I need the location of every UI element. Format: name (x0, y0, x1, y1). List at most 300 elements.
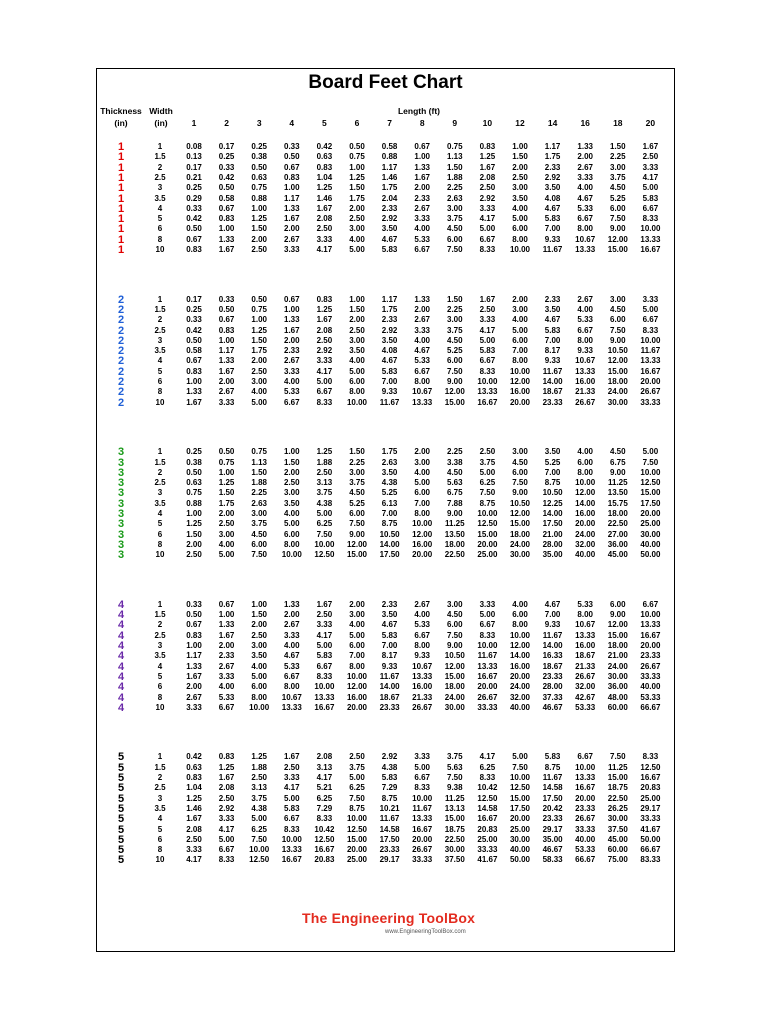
board-feet-cell: 0.63 (251, 172, 267, 182)
board-feet-cell: 7.50 (512, 762, 528, 772)
board-feet-cell: 3.50 (544, 447, 561, 457)
board-feet-cell: 33.33 (412, 855, 433, 865)
board-feet-cell: 13.33 (477, 387, 498, 397)
board-feet-cell: 0.50 (186, 610, 202, 620)
board-feet-cell: 9.33 (544, 234, 561, 244)
board-feet-cell: 26.67 (640, 387, 661, 397)
width-cell: 4 (157, 356, 163, 366)
board-feet-cell: 0.63 (316, 152, 333, 162)
board-feet-cell: 0.33 (284, 142, 300, 151)
board-feet-cell: 3.50 (284, 498, 300, 508)
board-feet-cell: 0.25 (186, 304, 202, 314)
board-feet-cell: 3.33 (316, 620, 333, 630)
board-feet-cell: 6.67 (414, 773, 430, 782)
board-feet-cell: 10.42 (314, 824, 335, 834)
board-feet-cell: 1.46 (316, 193, 333, 203)
length-col-header: 1 (191, 118, 197, 128)
board-feet-cell: 2.00 (349, 203, 365, 213)
board-feet-cell: 1.04 (186, 783, 202, 793)
board-feet-cell: 10.67 (575, 234, 596, 244)
board-feet-cell: 5.00 (512, 752, 528, 762)
board-feet-cell: 2.08 (316, 214, 333, 224)
width-cell: 1.5 (154, 152, 166, 162)
board-feet-cell: 5.83 (544, 325, 561, 335)
board-feet-cell: 5.33 (218, 692, 235, 702)
board-feet-cell: 1.67 (284, 325, 300, 335)
thickness-cell: 2 (117, 396, 125, 409)
board-feet-cell: 7.50 (642, 457, 659, 467)
board-feet-cell: 16.67 (281, 855, 302, 865)
width-cell: 8 (157, 234, 163, 244)
board-feet-cell: 40.00 (509, 845, 531, 855)
board-feet-cell: 6.00 (512, 610, 528, 620)
board-feet-cell: 1.67 (316, 315, 333, 325)
board-feet-cell: 13.33 (575, 773, 596, 782)
board-feet-cell: 3.75 (479, 457, 496, 467)
length-col-header: 7 (387, 118, 392, 128)
board-feet-cell: 2.00 (414, 183, 430, 193)
board-feet-cell: 0.50 (251, 294, 267, 304)
board-feet-cell: 11.25 (608, 762, 628, 772)
width-cell: 8 (157, 845, 163, 855)
board-feet-cell: 2.08 (479, 172, 496, 182)
thickness-cell: 1 (117, 161, 125, 174)
board-feet-cell: 1.67 (642, 142, 659, 151)
board-feet-cell: 3.75 (251, 519, 267, 529)
length-col-header: 9 (452, 118, 458, 128)
board-feet-cell: 45.00 (607, 834, 628, 844)
board-feet-cell: 15.00 (509, 793, 531, 803)
board-feet-cell: 8.33 (642, 214, 659, 224)
board-feet-cell: 25.00 (346, 855, 368, 865)
board-feet-cell: 9.38 (447, 783, 463, 793)
board-feet-cell: 6.67 (642, 315, 659, 325)
board-feet-cell: 7.88 (447, 498, 463, 508)
board-feet-cell: 0.58 (381, 142, 398, 151)
board-feet-cell: 7.00 (349, 651, 365, 661)
length-col-header: 10 (482, 118, 493, 128)
board-feet-cell: 12.00 (444, 661, 465, 671)
board-feet-cell: 23.33 (379, 845, 400, 855)
board-feet-cell: 1.33 (186, 661, 202, 671)
board-feet-cell: 15.75 (607, 498, 628, 508)
board-feet-cell: 1.33 (186, 387, 202, 397)
board-feet-cell: 6.25 (479, 478, 496, 488)
board-feet-cell: 5.00 (316, 377, 333, 386)
board-feet-cell: 2.08 (316, 752, 333, 762)
board-feet-cell: 8.33 (479, 245, 496, 254)
board-feet-cell: 5.83 (642, 193, 659, 203)
thickness-cell: 2 (117, 355, 125, 368)
board-feet-cell: 5.83 (381, 630, 398, 640)
thickness-cell: 5 (117, 802, 125, 815)
board-feet-cell: 4.00 (414, 610, 430, 620)
board-feet-cell: 37.50 (607, 824, 628, 834)
board-feet-cell: 5.83 (544, 214, 561, 224)
board-feet-cell: 1.00 (218, 224, 235, 234)
board-feet-cell: 4.00 (512, 315, 528, 325)
board-feet-cell: 7.50 (251, 834, 267, 844)
board-feet-cell: 4.67 (414, 346, 430, 356)
board-feet-cell: 1.00 (186, 641, 202, 650)
board-feet-cell: 8.33 (284, 824, 300, 834)
board-feet-cell: 13.33 (640, 356, 661, 366)
board-feet-cell: 1.67 (186, 397, 202, 407)
board-feet-cell: 0.50 (186, 224, 202, 234)
board-feet-cell: 18.00 (607, 509, 628, 518)
width-cell: 10 (155, 550, 165, 560)
board-feet-cell: 2.00 (251, 234, 267, 244)
board-feet-cell: 2.00 (186, 539, 202, 549)
board-feet-cell: 8.75 (381, 519, 398, 529)
board-feet-cell: 1.67 (218, 366, 235, 376)
board-feet-cell: 15.00 (346, 550, 368, 560)
board-feet-cell: 0.50 (349, 142, 365, 151)
thickness-cell: 4 (117, 681, 125, 694)
board-feet-cell: 6.25 (349, 783, 365, 793)
board-feet-cell: 16.67 (640, 630, 661, 640)
board-feet-cell: 3.00 (447, 203, 463, 213)
board-feet-cell: 1.67 (479, 294, 496, 304)
board-feet-cell: 2.50 (642, 152, 659, 162)
board-feet-cell: 20.00 (412, 834, 433, 844)
board-feet-cell: 32.00 (575, 539, 596, 549)
board-feet-cell: 20.00 (575, 793, 596, 803)
board-feet-cell: 8.33 (479, 366, 496, 376)
board-feet-cell: 33.33 (477, 702, 498, 712)
board-feet-cell: 23.33 (640, 651, 661, 661)
board-feet-cell: 5.00 (284, 793, 300, 803)
board-feet-cell: 6.67 (218, 702, 235, 712)
board-feet-cell: 6.00 (349, 509, 365, 518)
board-feet-cell: 2.50 (186, 550, 202, 560)
board-feet-cell: 9.33 (544, 620, 561, 630)
board-feet-cell: 1.00 (251, 315, 267, 325)
board-feet-cell: 8.00 (414, 509, 430, 518)
board-feet-cell: 5.33 (284, 387, 300, 397)
board-feet-cell: 20.00 (509, 814, 531, 824)
board-feet-cell: 11.25 (445, 519, 465, 529)
board-feet-cell: 2.50 (479, 304, 496, 314)
board-feet-cell: 0.75 (251, 304, 267, 314)
board-feet-cell: 1.67 (316, 203, 333, 213)
board-feet-cell: 15.00 (607, 773, 628, 782)
board-feet-cell: 4.67 (381, 620, 398, 630)
board-feet-cell: 3.33 (186, 845, 202, 855)
thickness-cell: 3 (117, 446, 125, 459)
board-feet-cell: 2.00 (284, 467, 300, 477)
board-feet-cell: 4.00 (414, 467, 430, 477)
board-feet-cell: 5.83 (316, 651, 333, 661)
board-feet-cell: 1.33 (577, 142, 593, 151)
board-feet-cell: 9.00 (512, 488, 528, 498)
board-feet-cell: 15.00 (509, 519, 531, 529)
board-feet-cell: 0.67 (218, 315, 235, 325)
board-feet-cell: 0.67 (414, 142, 430, 151)
board-feet-cell: 3.00 (349, 335, 365, 345)
board-feet-cell: 0.75 (251, 447, 267, 457)
board-feet-cell: 6.00 (577, 457, 593, 467)
thickness-cell: 5 (117, 823, 125, 836)
board-feet-cell: 46.67 (542, 845, 563, 855)
board-feet-cell: 1.75 (544, 152, 561, 162)
board-feet-cell: 5.00 (642, 447, 659, 457)
thickness-cell: 3 (117, 477, 125, 490)
board-feet-cell: 2.50 (316, 610, 333, 620)
board-feet-cell: 6.67 (218, 845, 235, 855)
board-feet-cell: 2.50 (479, 447, 496, 457)
board-feet-cell: 3.00 (251, 377, 267, 386)
board-feet-cell: 2.33 (414, 193, 430, 203)
board-feet-cell: 24.00 (607, 387, 628, 397)
board-feet-cell: 5.63 (447, 478, 463, 488)
board-feet-cell: 9.00 (610, 467, 626, 477)
board-feet-cell: 6.67 (577, 214, 593, 224)
board-feet-cell: 2.67 (414, 315, 430, 325)
board-feet-cell: 11.67 (379, 397, 400, 407)
board-feet-cell: 12.50 (640, 762, 661, 772)
board-feet-cell: 3.33 (218, 671, 235, 681)
width-cell: 3 (157, 183, 163, 193)
board-feet-cell: 9.00 (447, 509, 463, 518)
board-feet-cell: 12.00 (607, 234, 628, 244)
board-feet-cell: 22.50 (607, 793, 628, 803)
board-feet-cell: 3.13 (316, 762, 333, 772)
board-feet-cell: 3.50 (544, 304, 561, 314)
board-feet-cell: 20.42 (542, 803, 563, 813)
board-feet-cell: 21.33 (412, 692, 433, 702)
board-feet-cell: 2.67 (284, 620, 300, 630)
board-feet-cell: 11.67 (379, 671, 400, 681)
board-feet-cell: 66.67 (640, 845, 661, 855)
board-feet-cell: 53.33 (575, 845, 596, 855)
board-feet-cell: 1.33 (218, 620, 235, 630)
board-feet-cell: 13.33 (281, 845, 302, 855)
board-feet-cell: 9.00 (610, 610, 626, 620)
board-feet-cell: 8.33 (316, 814, 333, 824)
board-feet-cell: 5.33 (414, 234, 430, 244)
board-feet-cell: 6.00 (251, 539, 267, 549)
board-feet-cell: 30.00 (444, 845, 465, 855)
board-feet-cell: 6.67 (642, 599, 659, 609)
board-feet-cell: 5.33 (414, 620, 430, 630)
width-cell: 5 (157, 671, 163, 681)
board-feet-cell: 5.83 (284, 803, 300, 813)
board-feet-cell: 2.25 (447, 304, 463, 314)
board-feet-cell: 1.00 (218, 467, 235, 477)
board-feet-cell: 0.08 (186, 142, 202, 151)
board-feet-cell: 60.00 (607, 702, 628, 712)
board-feet-cell: 5.00 (218, 834, 235, 844)
board-feet-cell: 20.00 (640, 641, 661, 650)
board-feet-cell: 10.50 (607, 346, 628, 356)
board-feet-cell: 29.17 (640, 803, 661, 813)
board-feet-cell: 4.00 (251, 387, 267, 397)
board-feet-cell: 9.00 (610, 224, 626, 234)
width-cell: 10 (155, 855, 165, 865)
board-feet-cell: 12.00 (509, 377, 531, 386)
board-feet-cell: 0.50 (284, 152, 300, 162)
board-feet-cell: 11.67 (412, 803, 432, 813)
board-feet-cell: 1.50 (512, 152, 528, 162)
board-feet-cell: 18.67 (542, 661, 563, 671)
board-feet-cell: 17.50 (379, 834, 400, 844)
board-feet-cell: 2.50 (316, 224, 333, 234)
board-feet-cell: 18.75 (607, 783, 628, 793)
board-feet-cell: 13.33 (412, 814, 433, 824)
board-feet-cell: 20.00 (640, 377, 661, 386)
thickness-cell: 2 (117, 386, 125, 399)
board-feet-cell: 1.25 (316, 447, 333, 457)
board-feet-cell: 75.00 (607, 855, 628, 865)
board-feet-cell: 0.42 (186, 214, 202, 224)
board-feet-cell: 0.75 (218, 457, 235, 467)
board-feet-cell: 25.00 (640, 793, 661, 803)
board-feet-cell: 8.75 (479, 498, 496, 508)
board-feet-cell: 3.33 (316, 356, 333, 366)
board-feet-cell: 5.83 (381, 245, 398, 254)
board-feet-cell: 2.00 (512, 162, 528, 172)
board-feet-cell: 16.00 (509, 387, 531, 397)
width-cell: 2.5 (154, 325, 166, 335)
board-feet-cell: 46.67 (542, 702, 563, 712)
board-feet-cell: 1.00 (218, 610, 235, 620)
board-feet-cell: 4.67 (544, 203, 561, 213)
board-feet-cell: 16.00 (575, 509, 596, 518)
board-feet-cell: 1.00 (251, 599, 267, 609)
board-feet-cell: 2.33 (218, 651, 235, 661)
board-feet-cell: 0.13 (186, 152, 202, 162)
board-feet-cell: 2.50 (251, 773, 267, 782)
board-feet-sheet (96, 68, 675, 952)
board-feet-cell: 5.00 (349, 366, 365, 376)
board-feet-cell: 7.50 (479, 488, 496, 498)
board-feet-cell: 50.00 (509, 855, 531, 865)
board-feet-cell: 2.00 (284, 224, 300, 234)
board-feet-cell: 3.50 (381, 610, 398, 620)
width-cell: 5 (157, 519, 163, 529)
board-feet-cell: 10.00 (640, 224, 661, 234)
board-feet-cell: 3.00 (218, 529, 235, 539)
board-feet-cell: 37.50 (444, 855, 465, 865)
board-feet-cell: 12.00 (346, 539, 368, 549)
board-feet-cell: 22.50 (444, 550, 465, 560)
board-feet-cell: 2.00 (251, 356, 267, 366)
board-feet-cell: 3.00 (512, 304, 528, 314)
board-feet-cell: 2.50 (479, 183, 496, 193)
thickness-cell: 1 (117, 233, 125, 246)
board-feet-cell: 12.50 (346, 824, 368, 834)
board-feet-cell: 4.17 (479, 752, 496, 762)
board-feet-cell: 7.00 (544, 610, 561, 620)
board-feet-cell: 2.67 (577, 162, 593, 172)
board-feet-cell: 3.00 (349, 610, 365, 620)
thickness-unit: (in) (114, 118, 128, 128)
board-feet-cell: 4.00 (284, 509, 300, 518)
board-feet-cell: 2.25 (349, 457, 365, 467)
board-feet-cell: 8.00 (512, 356, 528, 366)
board-feet-cell: 1.75 (251, 346, 267, 356)
board-feet-cell: 15.00 (607, 630, 628, 640)
board-feet-cell: 8.33 (479, 630, 496, 640)
board-feet-cell: 4.38 (381, 478, 398, 488)
board-feet-cell: 6.67 (642, 203, 659, 213)
board-feet-cell: 1.67 (284, 752, 300, 762)
board-feet-cell: 4.38 (316, 498, 333, 508)
board-feet-cell: 10.00 (249, 702, 270, 712)
board-feet-cell: 5.33 (284, 661, 300, 671)
board-feet-cell: 23.33 (542, 814, 563, 824)
board-feet-cell: 5.83 (479, 346, 496, 356)
board-feet-cell: 0.75 (349, 152, 365, 162)
thickness-cell: 3 (117, 549, 125, 562)
board-feet-cell: 2.92 (381, 752, 398, 762)
board-feet-cell: 4.00 (251, 661, 267, 671)
board-feet-cell: 1.33 (284, 599, 300, 609)
board-feet-cell: 1.25 (316, 304, 333, 314)
board-feet-cell: 3.00 (447, 315, 463, 325)
board-feet-cell: 7.50 (610, 214, 626, 224)
thickness-cell: 5 (117, 751, 125, 764)
thickness-cell: 3 (117, 487, 125, 500)
board-feet-cell: 22.50 (607, 519, 628, 529)
board-feet-cell: 2.50 (512, 172, 528, 182)
board-feet-cell: 6.00 (610, 315, 626, 325)
board-feet-cell: 3.33 (186, 702, 202, 712)
board-feet-cell: 0.83 (186, 245, 202, 254)
width-cell: 1.5 (154, 457, 166, 467)
board-feet-cell: 16.67 (640, 245, 661, 254)
board-feet-cell: 3.75 (447, 325, 463, 335)
board-feet-cell: 5.25 (349, 498, 365, 508)
brand-logo: The Engineering ToolBox (302, 910, 476, 926)
board-feet-cell: 13.50 (607, 488, 628, 498)
board-feet-cell: 24.00 (509, 539, 531, 549)
board-feet-cell: 3.75 (610, 172, 626, 182)
board-feet-cell: 4.17 (316, 773, 333, 782)
board-feet-cell: 32.00 (509, 692, 531, 702)
board-feet-cell: 6.00 (610, 203, 626, 213)
board-feet-cell: 2.00 (218, 641, 235, 650)
board-feet-cell: 2.67 (414, 599, 430, 609)
board-feet-cell: 20.00 (477, 539, 498, 549)
board-feet-cell: 10.00 (640, 335, 661, 345)
board-feet-cell: 0.75 (447, 142, 463, 151)
board-feet-cell: 2.04 (381, 193, 398, 203)
board-feet-cell: 0.58 (186, 346, 202, 356)
board-feet-cell: 2.50 (349, 325, 365, 335)
board-feet-cell: 58.33 (542, 855, 563, 865)
board-feet-cell: 10.50 (509, 498, 531, 508)
width-cell: 10 (155, 397, 165, 407)
board-feet-cell: 0.50 (186, 335, 202, 345)
board-feet-cell: 1.50 (251, 467, 267, 477)
board-feet-cell: 2.00 (218, 377, 235, 386)
board-feet-cell: 12.25 (542, 498, 563, 508)
width-cell: 3 (157, 335, 163, 345)
length-header: Length (ft) (397, 106, 440, 116)
board-feet-cell: 16.00 (346, 692, 368, 702)
board-feet-cell: 1.00 (218, 335, 235, 345)
length-col-header: 14 (547, 118, 558, 128)
board-feet-cell: 12.50 (640, 478, 661, 488)
board-feet-cell: 0.67 (186, 234, 202, 244)
board-feet-cell: 7.00 (381, 377, 398, 386)
board-feet-cell: 3.33 (479, 203, 496, 213)
board-feet-cell: 18.00 (509, 529, 531, 539)
board-feet-cell: 2.50 (218, 519, 235, 529)
board-feet-cell: 8.00 (349, 387, 365, 397)
